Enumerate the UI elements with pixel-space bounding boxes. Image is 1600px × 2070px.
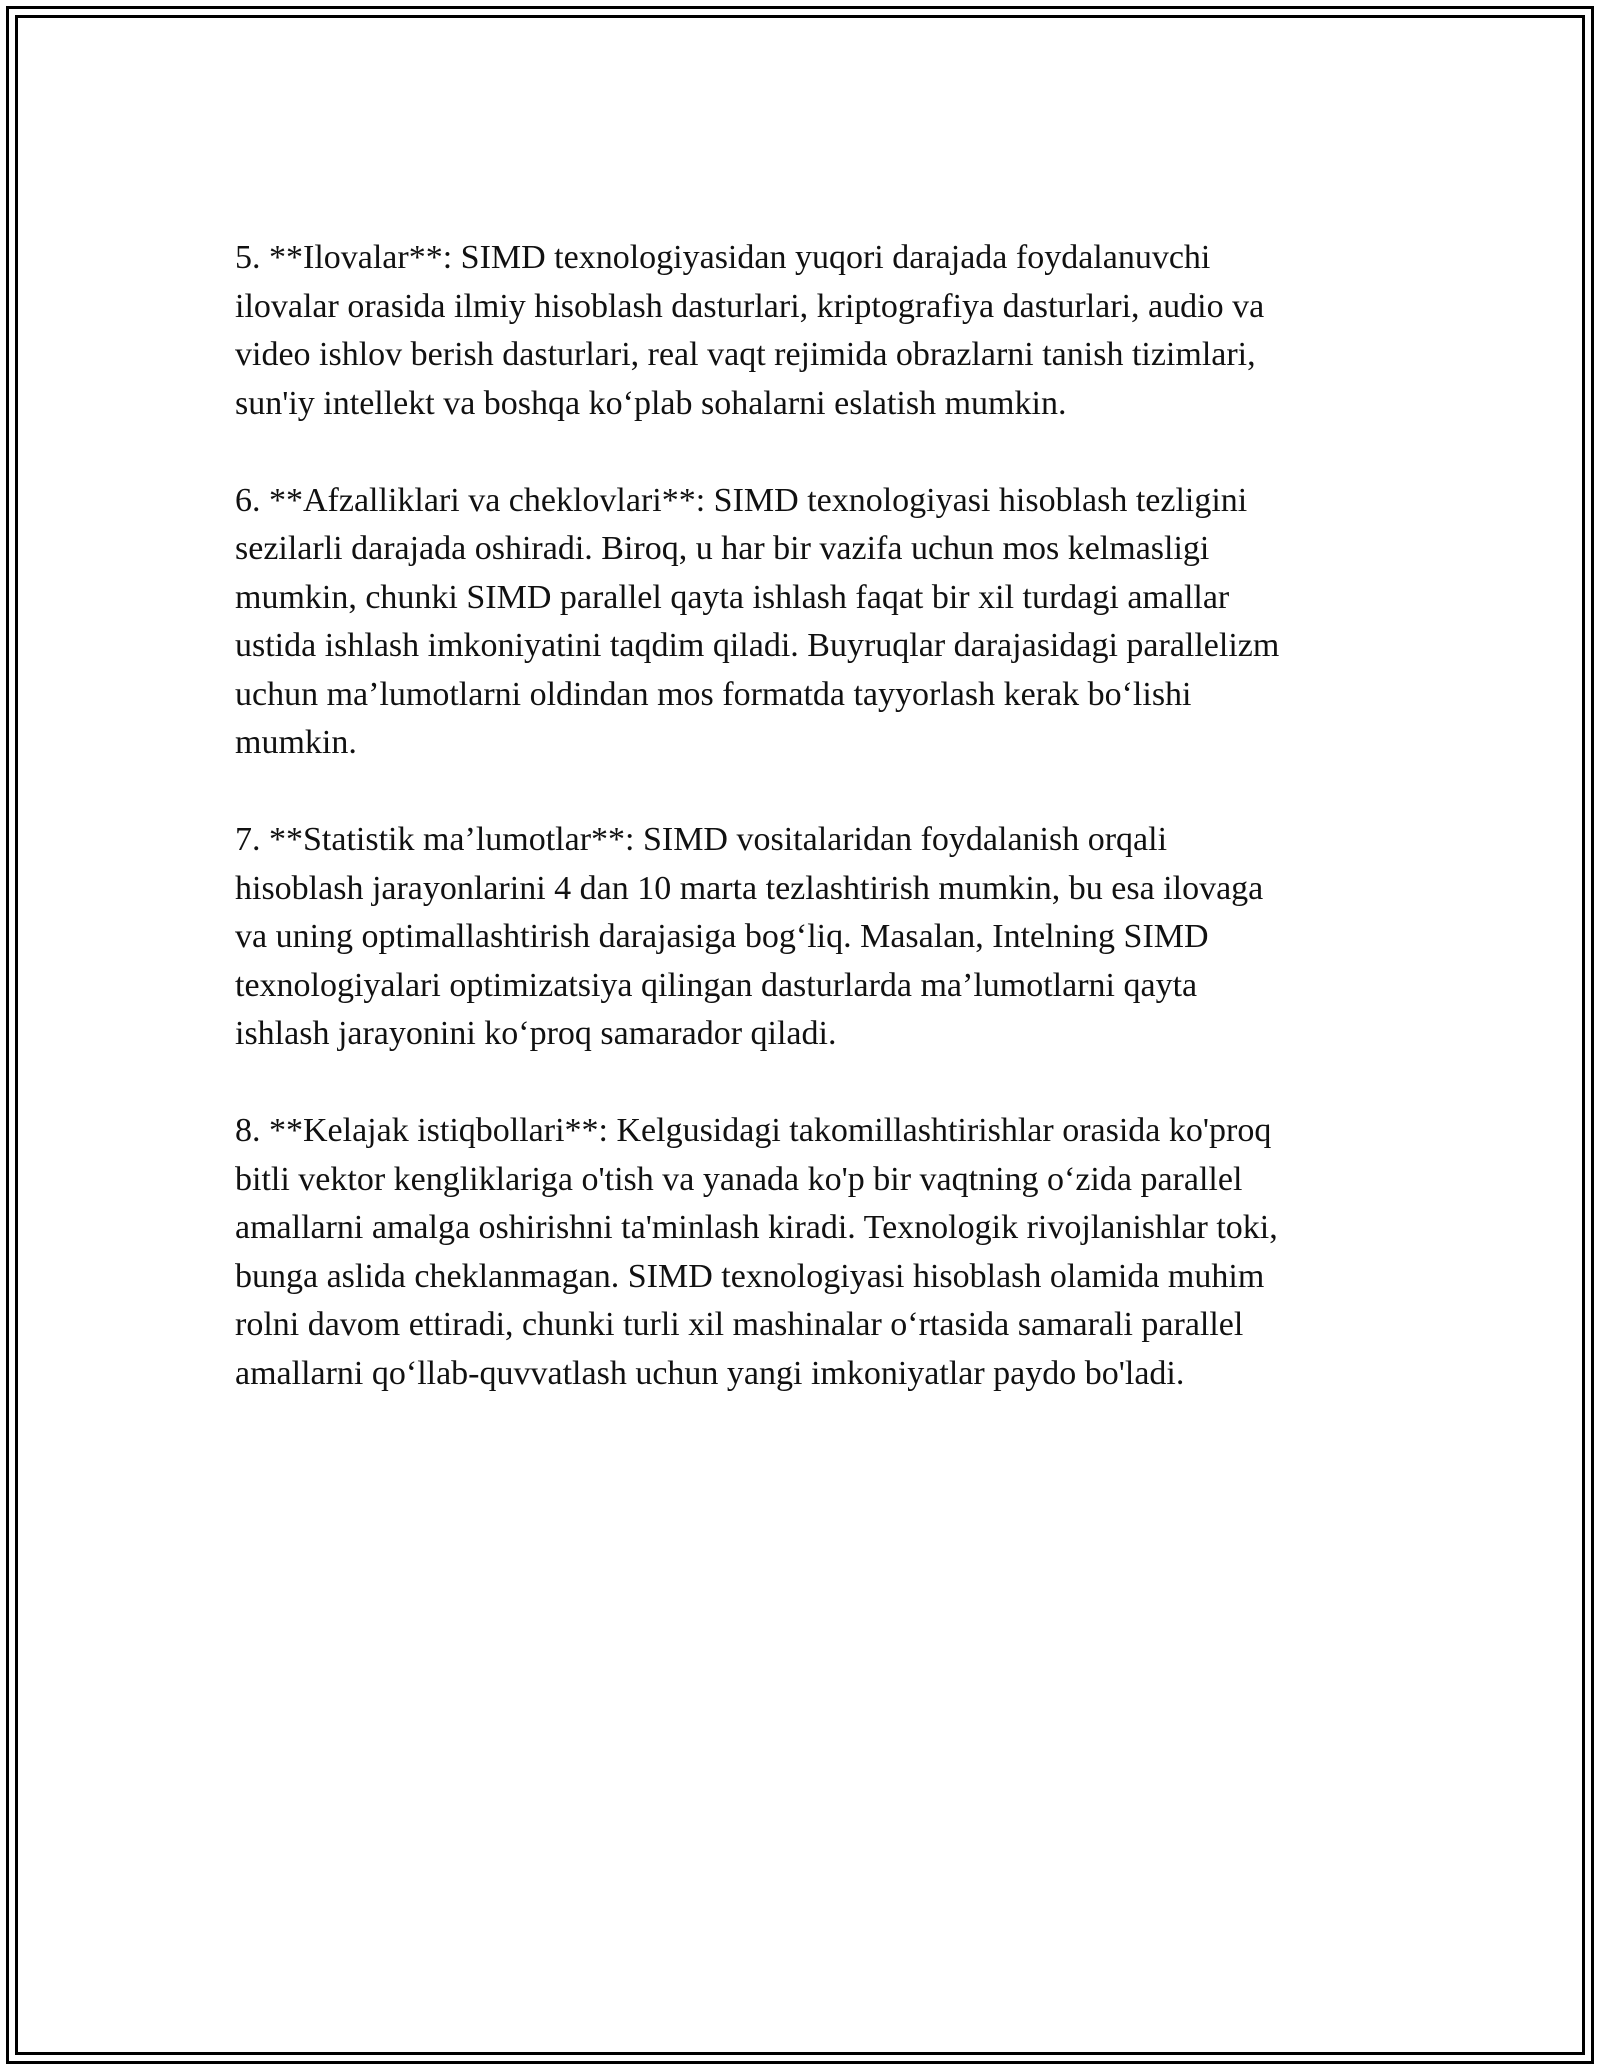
- paragraph-applications: 5. **Ilovalar**: SIMD texnologiyasidan yuqori darajada foydalanuvchi ilovalar orasida ilmiy hisoblash dasturlari, kriptografiya dasturlari, audio va video ishlov berish dasturlari, real vaqt rejimida obrazlarni tanish tizimlari, sun'iy intellekt va boshqa ko‘plab sohalarni eslatish mumkin.: [235, 239, 1265, 422]
- document-body: [235, 234, 1375, 1398]
- paragraph-future-prospects: 8. **Kelajak istiqbollari**: Kelgusidagi takomillashtirishlar orasida ko'proq bitli vektor kengliklariga o'tish va yanada ko'p bir vaqtning o‘zida parallel amallarni amalga oshirishni ta'minlash kiradi. Texnologik rivojlanishlar toki, bunga aslida cheklanmagan. SIMD texnologiyasi hisoblash olamida muhim rolni davom ettiradi, chunki turli xil mashinalar o‘rtasida samarali parallel amallarni qo‘llab-quvvatlash uchun yangi imkoniyatlar paydo bo'ladi.: [235, 1112, 1278, 1392]
- paragraph-statistics: 7. **Statistik ma’lumotlar**: SIMD vositalaridan foydalanish orqali hisoblash jarayonlarini 4 dan 10 marta tezlashtirish mumkin, bu esa ilovaga va uning optimallashtirish darajasiga bog‘liq. Masalan, Intelning SIMD texnologiyalari optimizatsiya qilingan dasturlarda ma’lumotlarni qayta ishlash jarayonini ko‘proq samarador qiladi.: [235, 821, 1264, 1052]
- paragraph-advantages-limitations: 6. **Afzalliklari va cheklovlari**: SIMD texnologiyasi hisoblash tezligini sezilarli darajada oshiradi. Biroq, u har bir vazifa uchun mos kelmasligi mumkin, chunki SIMD parallel qayta ishlash faqat bir xil turdagi amallar ustida ishlash imkoniyatini taqdim qiladi. Buyruqlar darajasidagi parallelizm uchun ma’lumotlarni oldindan mos formatda tayyorlash kerak bo‘lishi mumkin.: [235, 481, 1280, 761]
